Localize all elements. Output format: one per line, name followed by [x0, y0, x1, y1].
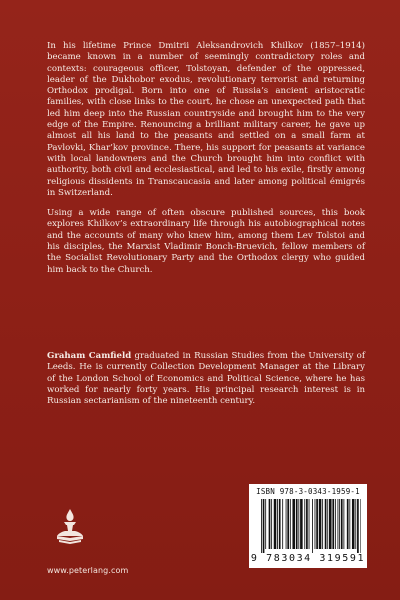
barcode-bar	[300, 499, 303, 549]
barcode-bar	[343, 499, 344, 549]
author-name: Graham Camfield	[47, 351, 132, 361]
barcode-bar	[325, 499, 327, 549]
book-blurb	[47, 41, 365, 285]
barcode-bar	[304, 499, 305, 549]
barcode-bar	[269, 499, 271, 549]
barcode-bar	[352, 499, 355, 549]
barcode-bars	[261, 499, 361, 553]
barcode-bar	[282, 499, 283, 549]
barcode-bar	[286, 499, 287, 549]
barcode-bar	[306, 499, 308, 549]
barcode-bar	[287, 499, 289, 549]
barcode-bar	[296, 499, 298, 549]
barcode-bar	[290, 499, 291, 549]
peter-lang-torch-logo-icon	[55, 508, 85, 548]
publisher-url[interactable]: www.peterlang.com	[47, 566, 129, 575]
barcode-bar	[274, 499, 277, 549]
author-bio-paragraph	[47, 351, 365, 407]
barcode-bar	[332, 499, 334, 549]
isbn-barcode	[249, 484, 367, 568]
barcode-bar	[263, 499, 265, 553]
barcode-bar	[327, 499, 328, 549]
barcode-bar	[349, 499, 350, 549]
barcode-bar	[277, 499, 278, 549]
barcode-bar	[261, 499, 262, 553]
barcode-bar	[347, 499, 349, 549]
barcode-bar	[322, 499, 323, 549]
barcode-bar	[279, 499, 281, 549]
author-bio	[47, 351, 365, 407]
barcode-bar	[339, 499, 340, 549]
barcode-bar	[360, 499, 361, 553]
barcode-bar	[329, 499, 332, 549]
blurb-paragraph: In his lifetime Prince Dmitrii Aleksandrovich Khilkov (1857–1914) became known in a number of seemingly contradictory roles and contexts: courageous officer, Tolstoyan, defender of the oppressed, leader of the Dukhobor exodus, revolutionary terrorist and returning Orthodox prodigal. Born into one of Russia’s ancient aristocratic families, with close links to the court, he chose an unexpected path that led him deep into the Russian countryside and brought him to the very edge of the Empire. Renouncing a brilliant military career, he gave up almost all his land to the peasants and settled on a small farm at Pavlovki, Khar’kov province. There, his support for peasants at variance with local landowners and the Church brought him into conflict with authority, both civil and ecclesiastical, and led to his exile, firstly among religious dissidents in Transcaucasia and later among political émigrés in Switzerland.	[47, 41, 365, 198]
barcode-bar	[341, 499, 343, 549]
barcode-bar	[292, 499, 295, 549]
barcode-bar	[265, 499, 266, 549]
barcode-bar	[271, 499, 272, 549]
barcode-bar	[338, 499, 339, 549]
barcode-bar	[312, 499, 313, 553]
barcode-bar	[357, 499, 359, 553]
barcode-bar	[319, 499, 322, 549]
barcode-bar	[335, 499, 336, 549]
author-bio-text: graduated in Russian Studies from the University of Leeds. He is currently Collection Development Manager at the Library of the London School of Economics and Political Science, where he has worked for nearly forty years. His principal research interest is in Russian sectarianism of the nineteenth century.	[47, 351, 365, 407]
barcode-bar	[355, 499, 356, 549]
barcode-bar	[315, 499, 316, 549]
barcode-bar	[309, 499, 310, 549]
blurb-paragraph: Using a wide range of often obscure published sources, this book explores Khilkov’s extraordinary life through his autobiographical notes and the accounts of many who knew him, among them Lev Tolstoi and his disciples, the Marxist Vladimir Bonch-Bruevich, fellow members of the Socialist Revolutionary Party and the Orthodox clergy who guided him back to the Church.	[47, 208, 365, 275]
isbn-label: ISBN 978-3-0343-1959-1	[256, 487, 360, 496]
barcode-bar	[298, 499, 299, 549]
barcode-bar	[316, 499, 318, 549]
ean-digits: 9 783034 319591	[250, 553, 366, 564]
